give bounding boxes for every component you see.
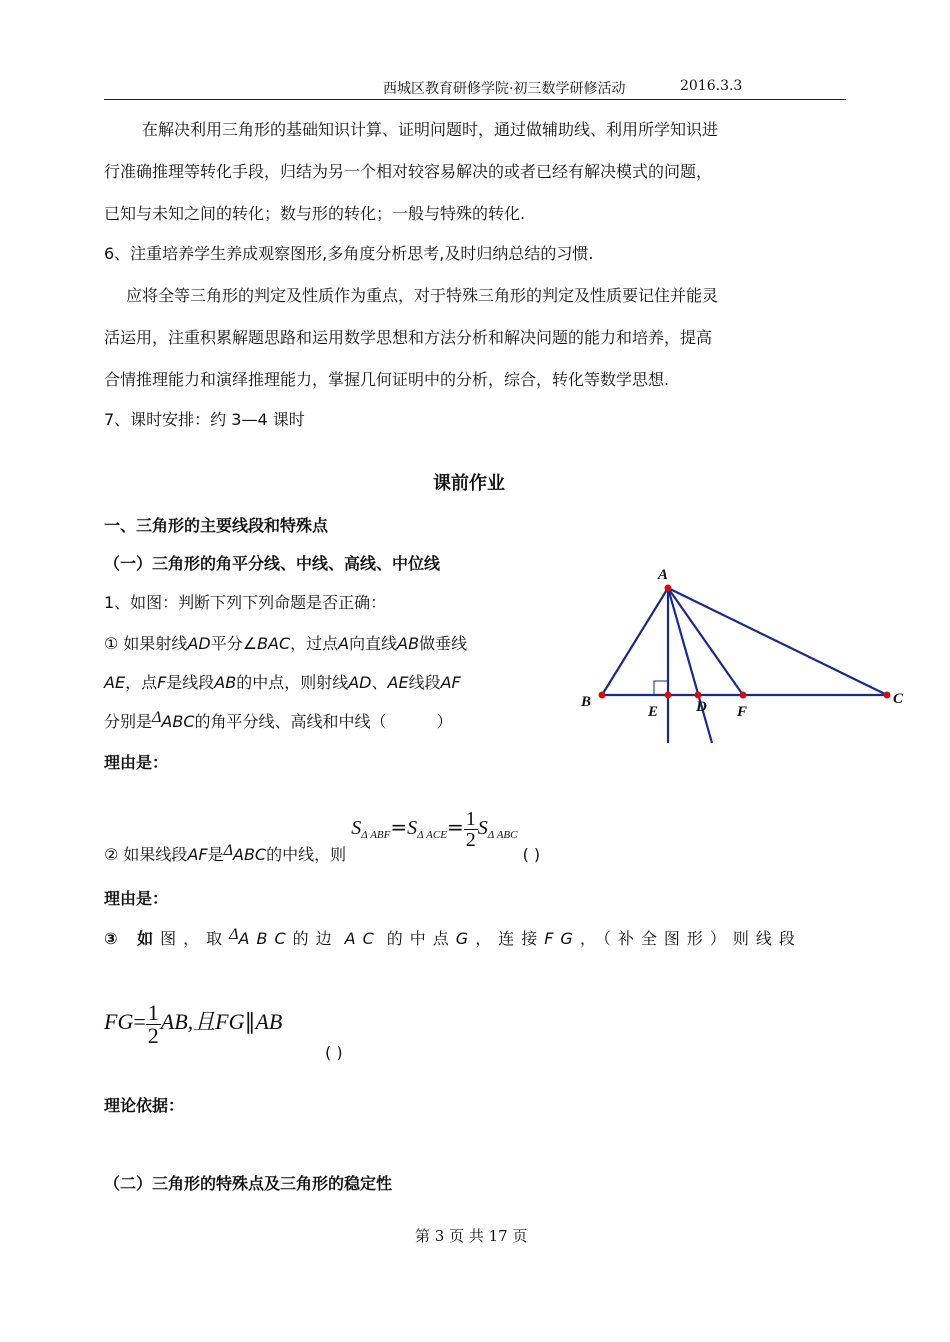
point-a bbox=[665, 585, 672, 592]
intro-line3: 已知与未知之间的转化；数与形的转化；一般与特殊的转化. bbox=[104, 204, 526, 223]
segment-af-median bbox=[668, 588, 743, 695]
q1-line3: 分别是ΔABC的角平分线、高线和中线（ ） bbox=[104, 709, 453, 731]
q1-line1: ① 如果射线AD平分∠BAC，过点A向直线AB做垂线 bbox=[104, 634, 468, 653]
point-e bbox=[665, 692, 672, 699]
subsection-2-heading: （二）三角形的特殊点及三角形的稳定性 bbox=[104, 1174, 393, 1193]
q2-line: ② 如果线段AF是ΔABC的中线，则 $S_{\Delta ABF}=S_{\Delta ACE}=$ $\frac{1}{2}$ $S_{\Delta ABC}$ ( ) bbox=[104, 808, 541, 864]
segment-ab bbox=[602, 588, 668, 695]
segment-ac bbox=[668, 588, 887, 695]
label-b: B bbox=[581, 694, 592, 710]
q1-line2: AE，点F是线段AB的中点，则射线AD、AE线段AF bbox=[104, 673, 461, 692]
label-a: A bbox=[658, 567, 669, 583]
intro-line2: 行准确推理等转化手段，归结为另一个相对较容易解决的或者已经有解决模式的问题， bbox=[104, 162, 713, 181]
label-c: C bbox=[893, 691, 904, 707]
item-6: 6、注重培养学生养成观察图形,多角度分析思考,及时归纳总结的习惯. bbox=[104, 244, 594, 263]
q3-line1: ③ 如图，取ΔABC的边 AC 的中点G，连接FG，（补全图形）则线段 bbox=[104, 926, 802, 948]
header-org: 西城区教育研修学院·初三数学研修活动 bbox=[383, 81, 626, 97]
header-date: 2016.3.3 bbox=[680, 78, 743, 94]
para2-line1: 应将全等三角形的判定及性质作为重点，对于特殊三角形的判定及性质要记住并能灵 bbox=[126, 286, 719, 305]
item-7: 7、课时安排：约 3—4 课时 bbox=[104, 410, 305, 429]
label-d: D bbox=[696, 699, 707, 715]
q3-answer-paren: ( ) bbox=[325, 1043, 343, 1062]
point-d bbox=[695, 692, 702, 699]
point-f bbox=[740, 692, 747, 699]
q3-reason-label: 理论依据： bbox=[104, 1096, 185, 1115]
label-f: F bbox=[737, 704, 748, 720]
intro-line1: 在解决利用三角形的基础知识计算、证明问题时，通过做辅助线、利用所学知识进 bbox=[142, 120, 719, 139]
para2-line3: 合情推理能力和演绎推理能力，掌握几何证明中的分析，综合，转化等数学思想. bbox=[104, 370, 670, 389]
point-c bbox=[884, 692, 891, 699]
section-1-heading: 一、三角形的主要线段和特殊点 bbox=[104, 516, 329, 535]
header-rule bbox=[104, 99, 846, 100]
q3-formula: FG= $\frac{1}{2}$ AB,且FG∥AB bbox=[104, 1000, 283, 1048]
q2-reason-label: 理由是： bbox=[104, 889, 169, 908]
triangle-figure bbox=[575, 560, 905, 750]
page-footer: 第 3 页 共 17 页 bbox=[415, 1227, 528, 1245]
page-title: 课前作业 bbox=[433, 473, 505, 494]
subsection-1-heading: （一）三角形的角平分线、中线、高线、中位线 bbox=[104, 554, 441, 573]
label-e: E bbox=[648, 704, 659, 720]
q1-reason-label: 理由是： bbox=[104, 753, 169, 772]
q1-stem: 1、如图：判断下列下列命题是否正确： bbox=[104, 593, 387, 612]
para2-line2: 活运用，注重积累解题思路和运用数学思想和方法分析和解决问题的能力和培养，提高 bbox=[104, 328, 713, 347]
ray-ad-bisector bbox=[668, 588, 712, 743]
point-b bbox=[599, 692, 606, 699]
